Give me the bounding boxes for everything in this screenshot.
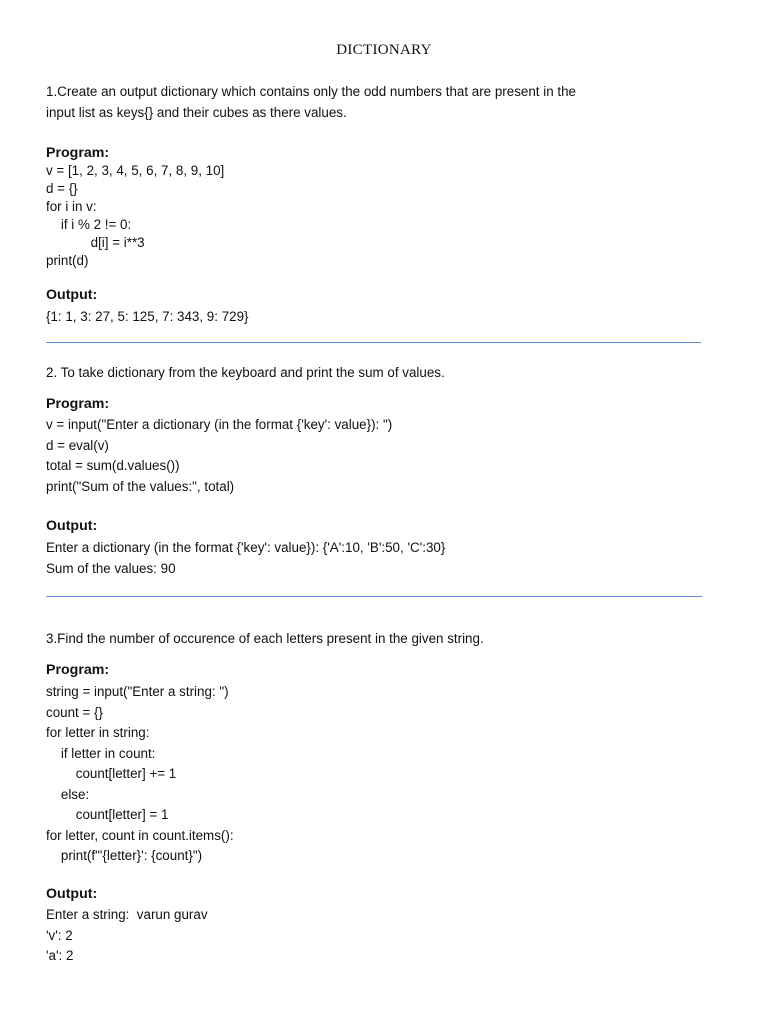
question-line: 3.Find the number of occurence of each letters present in the given string. bbox=[46, 631, 484, 646]
output-line: 'a': 2 bbox=[46, 948, 74, 963]
code-line: else: bbox=[46, 786, 90, 802]
section-2-output-text bbox=[46, 538, 686, 579]
code-line: count[letter] = 1 bbox=[46, 807, 169, 822]
code-line: count[letter] += 1 bbox=[46, 766, 177, 781]
output-line: Enter a dictionary (in the format {'key': value}): {'A':10, 'B':50, 'C':30} bbox=[46, 540, 446, 555]
code-line: total = sum(d.values()) bbox=[46, 458, 180, 473]
code-line: string = input("Enter a string: ") bbox=[46, 684, 229, 699]
section-divider bbox=[46, 342, 701, 343]
section-3-output-heading: Output: bbox=[46, 886, 98, 902]
code-line: for letter, count in count.items(): bbox=[46, 827, 234, 843]
section-divider bbox=[46, 596, 702, 597]
section-1-program-heading: Program: bbox=[46, 145, 110, 161]
code-line: d = {} bbox=[46, 181, 78, 196]
section-2-question bbox=[46, 363, 686, 384]
section-1-output-heading: Output: bbox=[46, 287, 98, 303]
section-1-question bbox=[46, 82, 686, 123]
code-line: if letter in count: bbox=[46, 745, 156, 761]
output-line: {1: 1, 3: 27, 5: 125, 7: 343, 9: 729} bbox=[46, 309, 249, 324]
code-line: if i % 2 != 0: bbox=[46, 217, 132, 232]
section-2-program-heading: Program: bbox=[46, 396, 110, 412]
question-line: input list as keys{} and their cubes as there values. bbox=[46, 104, 347, 120]
code-line: v = [1, 2, 3, 4, 5, 6, 7, 8, 9, 10] bbox=[46, 163, 225, 178]
code-line: d[i] = i**3 bbox=[46, 235, 145, 250]
question-line: 2. To take dictionary from the keyboard and print the sum of values. bbox=[46, 365, 445, 380]
section-3-question bbox=[46, 629, 686, 650]
section-3-program-code bbox=[46, 682, 686, 867]
code-line: print(d) bbox=[46, 253, 89, 268]
code-line: for letter in string: bbox=[46, 725, 150, 740]
section-3-output-text bbox=[46, 905, 686, 967]
output-line: Sum of the values: 90 bbox=[46, 560, 176, 576]
code-line: print("Sum of the values:", total) bbox=[46, 478, 235, 494]
code-line: for i in v: bbox=[46, 199, 97, 214]
section-2-program-code bbox=[46, 415, 686, 497]
section-2-output-heading: Output: bbox=[46, 518, 98, 534]
section-1-program-code bbox=[46, 162, 686, 270]
code-line: count = {} bbox=[46, 704, 103, 720]
section-3-program-heading: Program: bbox=[46, 662, 110, 678]
section-1-output-text bbox=[46, 308, 686, 326]
code-line: d = eval(v) bbox=[46, 437, 109, 453]
question-line: 1.Create an output dictionary which contains only the odd numbers that are present in the bbox=[46, 84, 576, 99]
output-line: 'v': 2 bbox=[46, 927, 73, 943]
code-line: v = input("Enter a dictionary (in the format {'key': value}): ") bbox=[46, 417, 393, 432]
document-title: DICTIONARY bbox=[336, 42, 432, 58]
code-line: print(f"'{letter}': {count}") bbox=[46, 848, 203, 863]
output-line: Enter a string: varun gurav bbox=[46, 907, 208, 922]
